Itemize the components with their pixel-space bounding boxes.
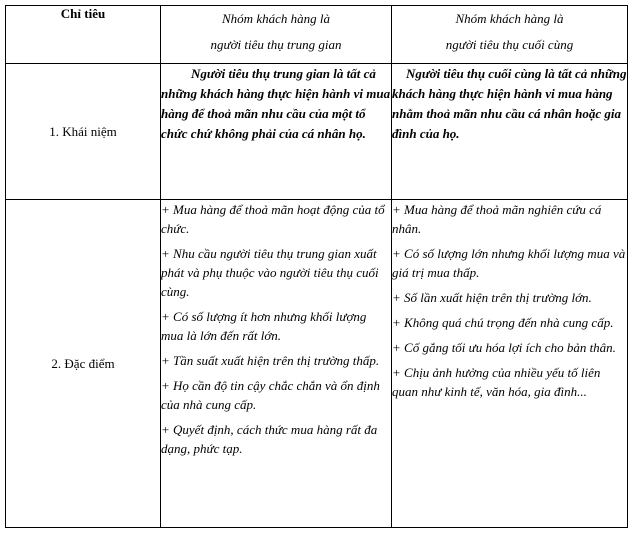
definition-final-text: Người tiêu thụ cuối cùng là tất cả những khách hàng thực hiện hành vi mua hàng nhằm thoả mãn nhu cầu cá nhân hoặc gia đình của họ.: [392, 66, 627, 141]
feature-item: + Số lần xuất hiện trên thị trường lớn.: [392, 290, 592, 305]
features-final: [392, 200, 628, 528]
header-criteria: Chỉ tiêu: [6, 6, 161, 64]
header-final-line2: người tiêu thụ cuối cùng: [445, 37, 574, 52]
feature-item: + Mua hàng để thoả mãn nghiên cứu cá nhân.: [392, 202, 602, 236]
row-label-definition: 1. Khái niệm: [6, 64, 161, 200]
header-intermediate-line2: người tiêu thụ trung gian: [210, 37, 342, 52]
definition-intermediate: [161, 64, 392, 200]
header-final-line1: Nhóm khách hàng là: [455, 11, 564, 26]
features-intermediate: [161, 200, 392, 528]
feature-item: + Có số lượng lớn nhưng khối lượng mua và giá trị mua thấp.: [392, 246, 626, 280]
feature-item: + Mua hàng để thoả mãn hoạt động của tổ chức.: [161, 202, 385, 236]
definition-intermediate-text: Người tiêu thụ trung gian là tất cả những khách hàng thực hiện hành vi mua hàng để thoả mãn nhu cầu của một tổ chức chứ không phải của cá nhân họ.: [161, 66, 391, 141]
features-row: [6, 200, 628, 528]
header-intermediate-line1: Nhóm khách hàng là: [222, 11, 330, 26]
feature-item: + Không quá chú trọng đến nhà cung cấp.: [392, 315, 614, 330]
header-row: [6, 6, 628, 64]
feature-item: + Chịu ảnh hưởng của nhiều yếu tố liên quan như kinh tế, văn hóa, gia đình...: [392, 365, 601, 399]
feature-item: + Tần suất xuất hiện trên thị trường thấp.: [161, 353, 380, 368]
feature-item: + Cố gắng tối ưu hóa lợi ích cho bản thân.: [392, 340, 616, 355]
feature-item: + Nhu cầu người tiêu thụ trung gian xuất phát và phụ thuộc vào người tiêu thụ cuối cùng.: [161, 246, 379, 299]
feature-item: + Họ cần độ tin cậy chắc chắn và ổn định của nhà cung cấp.: [161, 378, 380, 412]
row-label-features: 2. Đặc điểm: [6, 200, 161, 528]
feature-item: + Có số lượng ít hơn nhưng khối lượng mua là lớn đến rất lớn.: [161, 309, 367, 343]
definition-final: [392, 64, 628, 200]
definition-row: [6, 64, 628, 200]
feature-item: + Quyết định, cách thức mua hàng rất đa dạng, phức tạp.: [161, 422, 378, 456]
comparison-table: [5, 5, 628, 528]
header-intermediate: [161, 6, 392, 64]
header-final: [392, 6, 628, 64]
